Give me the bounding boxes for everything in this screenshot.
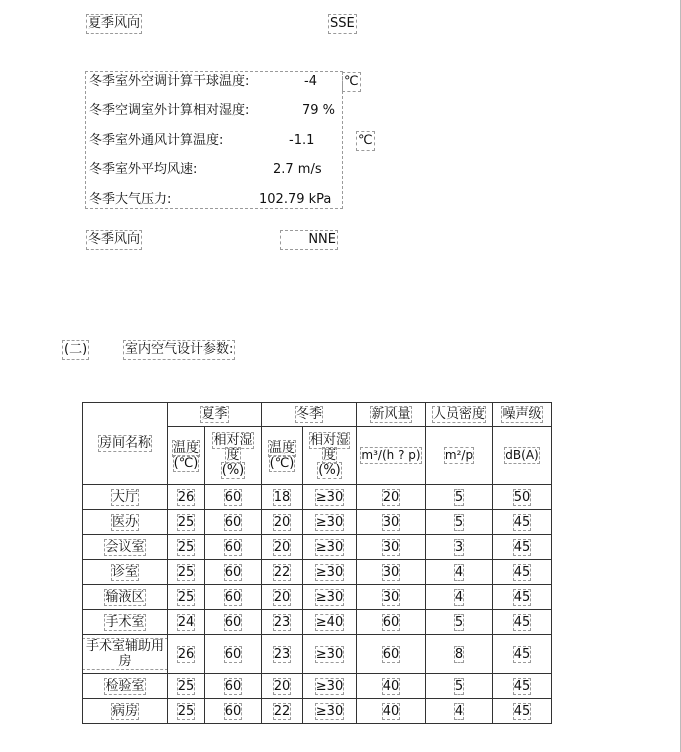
cell-room-name: 手术室辅助用房 bbox=[83, 635, 168, 674]
indoor-design-table bbox=[82, 402, 552, 724]
cell-summer-humidity: 60 bbox=[205, 610, 262, 635]
header-fresh-air: 新风量 bbox=[357, 403, 426, 427]
table-row bbox=[83, 510, 552, 535]
cell-winter-humidity: ≥30 bbox=[303, 535, 357, 560]
table-row bbox=[83, 674, 552, 699]
cell-winter-temp: 23 bbox=[262, 610, 303, 635]
header-summer-temp: 温度 (℃) bbox=[168, 427, 205, 485]
table-row bbox=[83, 560, 552, 585]
section-title: 室内空气设计参数: bbox=[125, 342, 234, 357]
cell-person-density: 4 bbox=[426, 560, 493, 585]
cell-summer-humidity: 60 bbox=[205, 485, 262, 510]
cell-summer-humidity: 60 bbox=[205, 674, 262, 699]
header-winter-humidity: 相对湿 度 (%) bbox=[303, 427, 357, 485]
cell-summer-humidity: 60 bbox=[205, 560, 262, 585]
cell-person-density: 4 bbox=[426, 699, 493, 724]
winter-pressure-value: 102.79 kPa bbox=[259, 192, 332, 207]
cell-summer-temp: 25 bbox=[168, 699, 205, 724]
cell-winter-humidity: ≥30 bbox=[303, 560, 357, 585]
cell-winter-temp: 20 bbox=[262, 510, 303, 535]
cell-person-density: 5 bbox=[426, 510, 493, 535]
cell-winter-temp: 18 bbox=[262, 485, 303, 510]
cell-person-density: 3 bbox=[426, 535, 493, 560]
cell-person-density: 4 bbox=[426, 585, 493, 610]
cell-summer-temp: 25 bbox=[168, 585, 205, 610]
cell-summer-humidity: 60 bbox=[205, 585, 262, 610]
cell-fresh-air: 30 bbox=[357, 535, 426, 560]
cell-winter-temp: 20 bbox=[262, 674, 303, 699]
header-room-name: 房间名称 bbox=[83, 403, 168, 485]
cell-room-name: 会议室 bbox=[83, 535, 168, 560]
cell-winter-humidity: ≥30 bbox=[303, 585, 357, 610]
cell-summer-temp: 24 bbox=[168, 610, 205, 635]
cell-winter-humidity: ≥30 bbox=[303, 635, 357, 674]
cell-person-density: 5 bbox=[426, 610, 493, 635]
winter-wind-speed-value: 2.7 m/s bbox=[273, 162, 322, 177]
winter-ventilation-temp-label: 冬季室外通风计算温度: bbox=[89, 133, 224, 148]
header-density: 人员密度 bbox=[426, 403, 493, 427]
winter-ventilation-temp-value: -1.1 bbox=[289, 133, 315, 148]
cell-summer-temp: 25 bbox=[168, 535, 205, 560]
winter-pressure-label: 冬季大气压力: bbox=[89, 192, 172, 207]
winter-ventilation-temp-unit: ℃ bbox=[358, 133, 373, 148]
cell-person-density: 5 bbox=[426, 674, 493, 699]
winter-dry-bulb-label: 冬季室外空调计算干球温度: bbox=[89, 74, 250, 89]
winter-humidity-value: 79 % bbox=[302, 103, 336, 118]
cell-person-density: 8 bbox=[426, 635, 493, 674]
header-winter-temp: 温度 (℃) bbox=[262, 427, 303, 485]
cell-fresh-air: 30 bbox=[357, 510, 426, 535]
cell-room-name: 手术室 bbox=[83, 610, 168, 635]
cell-summer-temp: 25 bbox=[168, 674, 205, 699]
header-summer-humidity: 相对湿 度 (%) bbox=[205, 427, 262, 485]
cell-winter-humidity: ≥40 bbox=[303, 610, 357, 635]
cell-winter-temp: 20 bbox=[262, 535, 303, 560]
winter-wind-speed-label: 冬季室外平均风速: bbox=[89, 162, 198, 177]
table-row bbox=[83, 585, 552, 610]
table-row bbox=[83, 610, 552, 635]
cell-noise-level: 45 bbox=[493, 610, 552, 635]
cell-room-name: 检验室 bbox=[83, 674, 168, 699]
cell-summer-humidity: 60 bbox=[205, 635, 262, 674]
cell-winter-temp: 22 bbox=[262, 699, 303, 724]
cell-summer-humidity: 60 bbox=[205, 535, 262, 560]
cell-noise-level: 45 bbox=[493, 674, 552, 699]
cell-room-name: 医办 bbox=[83, 510, 168, 535]
cell-fresh-air: 30 bbox=[357, 560, 426, 585]
cell-summer-temp: 26 bbox=[168, 485, 205, 510]
winter-wind-value: NNE bbox=[282, 232, 336, 248]
cell-noise-level: 45 bbox=[493, 535, 552, 560]
cell-room-name: 大厅 bbox=[83, 485, 168, 510]
cell-fresh-air: 30 bbox=[357, 585, 426, 610]
winter-dry-bulb-unit: ℃ bbox=[344, 74, 359, 89]
cell-summer-temp: 26 bbox=[168, 635, 205, 674]
cell-summer-humidity: 60 bbox=[205, 510, 262, 535]
winter-dry-bulb-value: -4 bbox=[304, 74, 317, 89]
table-row bbox=[83, 485, 552, 510]
header-fresh-air-unit: m³/(h ? p) bbox=[357, 427, 426, 485]
summer-wind-value: SSE bbox=[330, 16, 355, 31]
cell-winter-humidity: ≥30 bbox=[303, 510, 357, 535]
cell-noise-level: 45 bbox=[493, 560, 552, 585]
cell-summer-humidity: 60 bbox=[205, 699, 262, 724]
cell-fresh-air: 20 bbox=[357, 485, 426, 510]
section-number: (二) bbox=[64, 342, 88, 357]
winter-humidity-label: 冬季空调室外计算相对湿度: bbox=[89, 103, 250, 118]
cell-person-density: 5 bbox=[426, 485, 493, 510]
cell-room-name: 输液区 bbox=[83, 585, 168, 610]
header-winter: 冬季 bbox=[262, 403, 357, 427]
cell-noise-level: 45 bbox=[493, 510, 552, 535]
header-noise: 噪声级 bbox=[493, 403, 552, 427]
cell-noise-level: 45 bbox=[493, 635, 552, 674]
cell-winter-temp: 22 bbox=[262, 560, 303, 585]
cell-room-name: 诊室 bbox=[83, 560, 168, 585]
cell-winter-temp: 20 bbox=[262, 585, 303, 610]
summer-wind-label: 夏季风向 bbox=[88, 16, 141, 31]
cell-fresh-air: 60 bbox=[357, 610, 426, 635]
table-row bbox=[83, 699, 552, 724]
cell-fresh-air: 40 bbox=[357, 674, 426, 699]
cell-noise-level: 50 bbox=[493, 485, 552, 510]
cell-winter-humidity: ≥30 bbox=[303, 699, 357, 724]
table-row bbox=[83, 535, 552, 560]
cell-noise-level: 45 bbox=[493, 699, 552, 724]
winter-wind-label: 冬季风向 bbox=[88, 232, 141, 247]
header-noise-unit: dB(A) bbox=[493, 427, 552, 485]
header-row-top bbox=[83, 403, 552, 427]
header-summer: 夏季 bbox=[168, 403, 262, 427]
cell-room-name: 病房 bbox=[83, 699, 168, 724]
cell-noise-level: 45 bbox=[493, 585, 552, 610]
cell-winter-temp: 23 bbox=[262, 635, 303, 674]
table-row bbox=[83, 635, 552, 674]
cell-summer-temp: 25 bbox=[168, 560, 205, 585]
cell-fresh-air: 60 bbox=[357, 635, 426, 674]
cell-winter-humidity: ≥30 bbox=[303, 674, 357, 699]
cell-winter-humidity: ≥30 bbox=[303, 485, 357, 510]
cell-fresh-air: 40 bbox=[357, 699, 426, 724]
header-density-unit: m²/p bbox=[426, 427, 493, 485]
cell-summer-temp: 25 bbox=[168, 510, 205, 535]
